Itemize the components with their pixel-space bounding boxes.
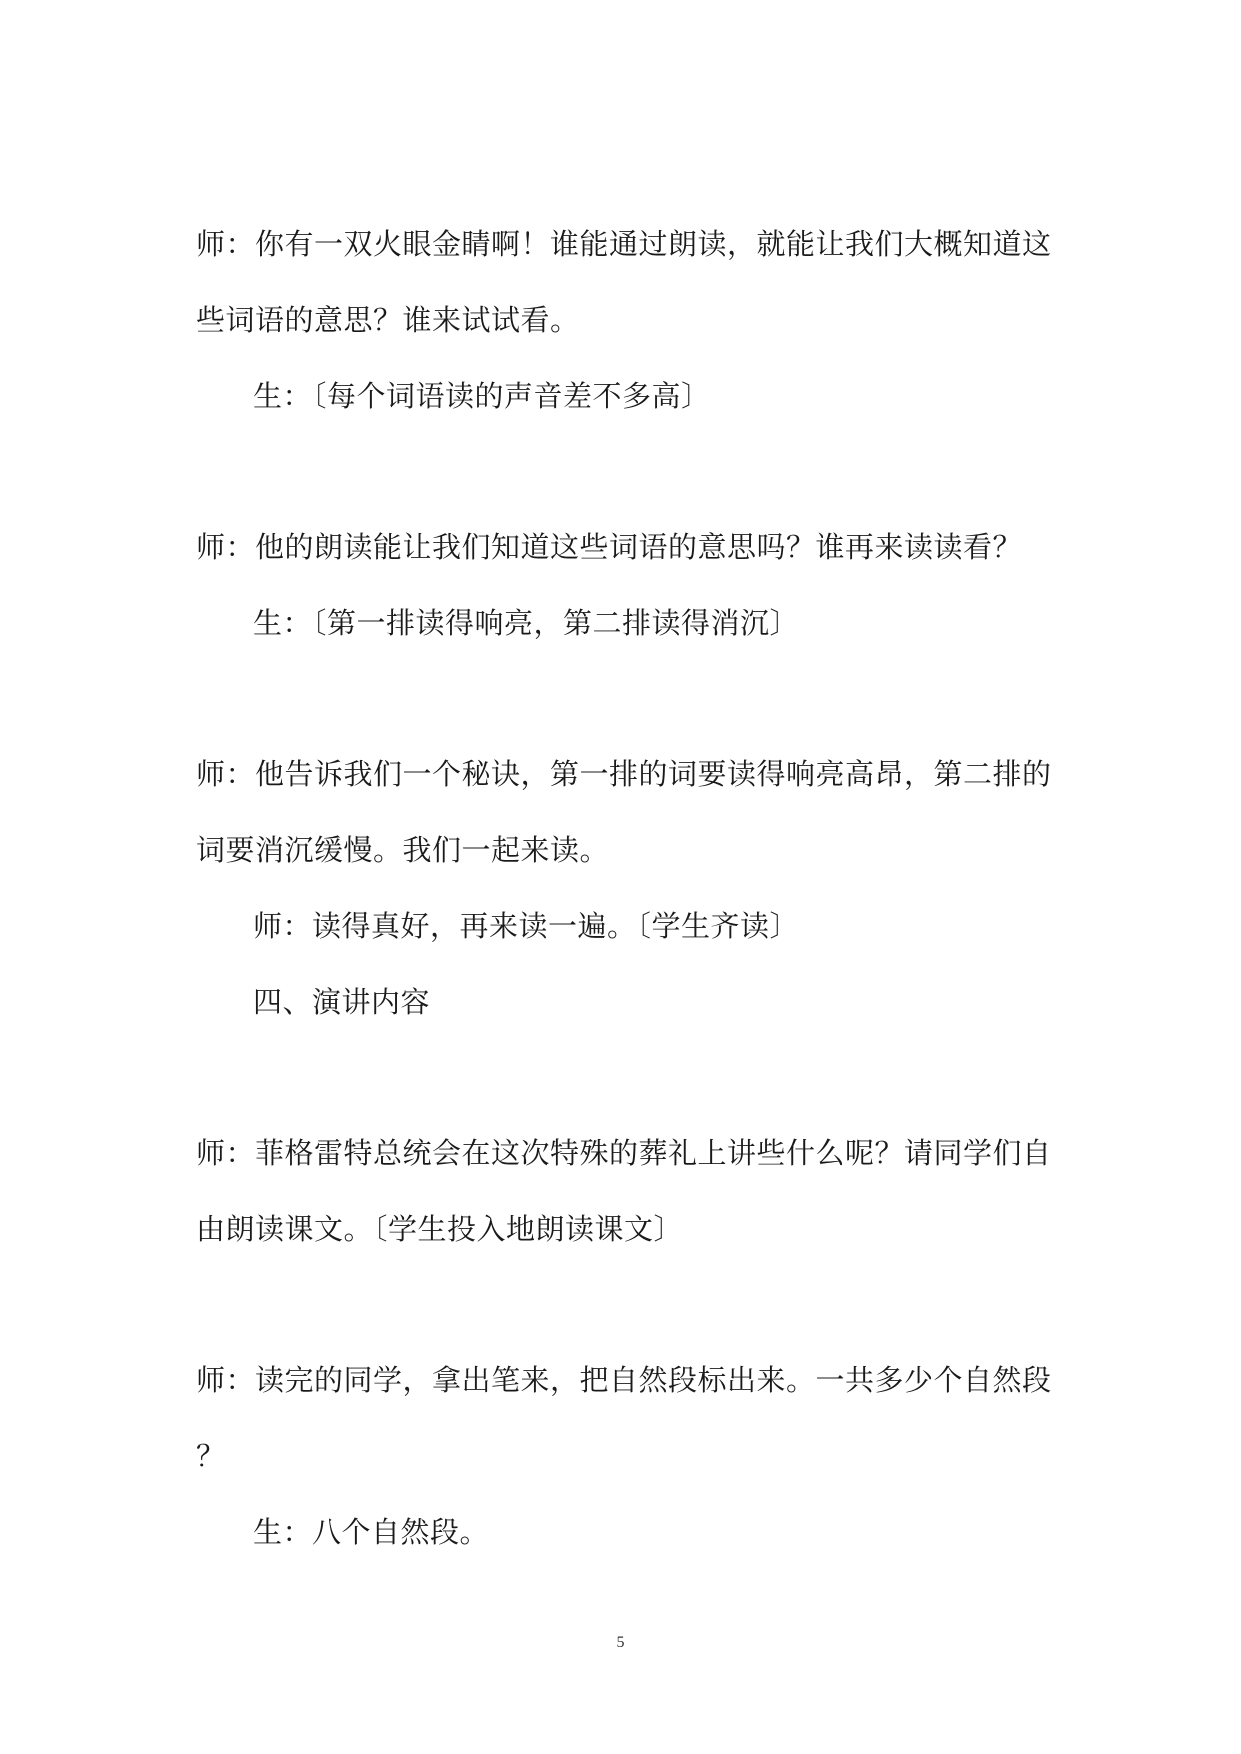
text-line: 生：八个自然段。 bbox=[253, 1515, 490, 1549]
text-line: 生：〔第一排读得响亮，第二排读得消沉〕 bbox=[253, 606, 800, 640]
text-line: 师：菲格雷特总统会在这次特殊的葬礼上讲些什么呢？请同学们自 bbox=[196, 1136, 1052, 1170]
text-line: 师：读得真好，再来读一遍。〔学生齐读〕 bbox=[253, 909, 800, 943]
text-line: 师：他的朗读能让我们知道这些词语的意思吗？谁再来读读看？ bbox=[196, 530, 1023, 564]
text-line: 师：读完的同学，拿出笔来，把自然段标出来。一共多少个自然段 bbox=[196, 1363, 1052, 1397]
section-heading: 四、演讲内容 bbox=[253, 985, 431, 1019]
page-number: 5 bbox=[616, 1634, 625, 1651]
text-line: 师：他告诉我们一个秘诀，第一排的词要读得响亮高昂，第二排的 bbox=[196, 757, 1052, 791]
text-line: 词要消沉缓慢。我们一起来读。 bbox=[196, 833, 610, 867]
text-line: 生：〔每个词语读的声音差不多高〕 bbox=[253, 379, 711, 413]
text-line: ？ bbox=[196, 1439, 226, 1473]
text-line: 些词语的意思？谁来试试看。 bbox=[196, 303, 580, 337]
text-line: 师：你有一双火眼金睛啊！谁能通过朗读，就能让我们大概知道这 bbox=[196, 227, 1052, 261]
text-line: 由朗读课文。〔学生投入地朗读课文〕 bbox=[196, 1212, 684, 1246]
